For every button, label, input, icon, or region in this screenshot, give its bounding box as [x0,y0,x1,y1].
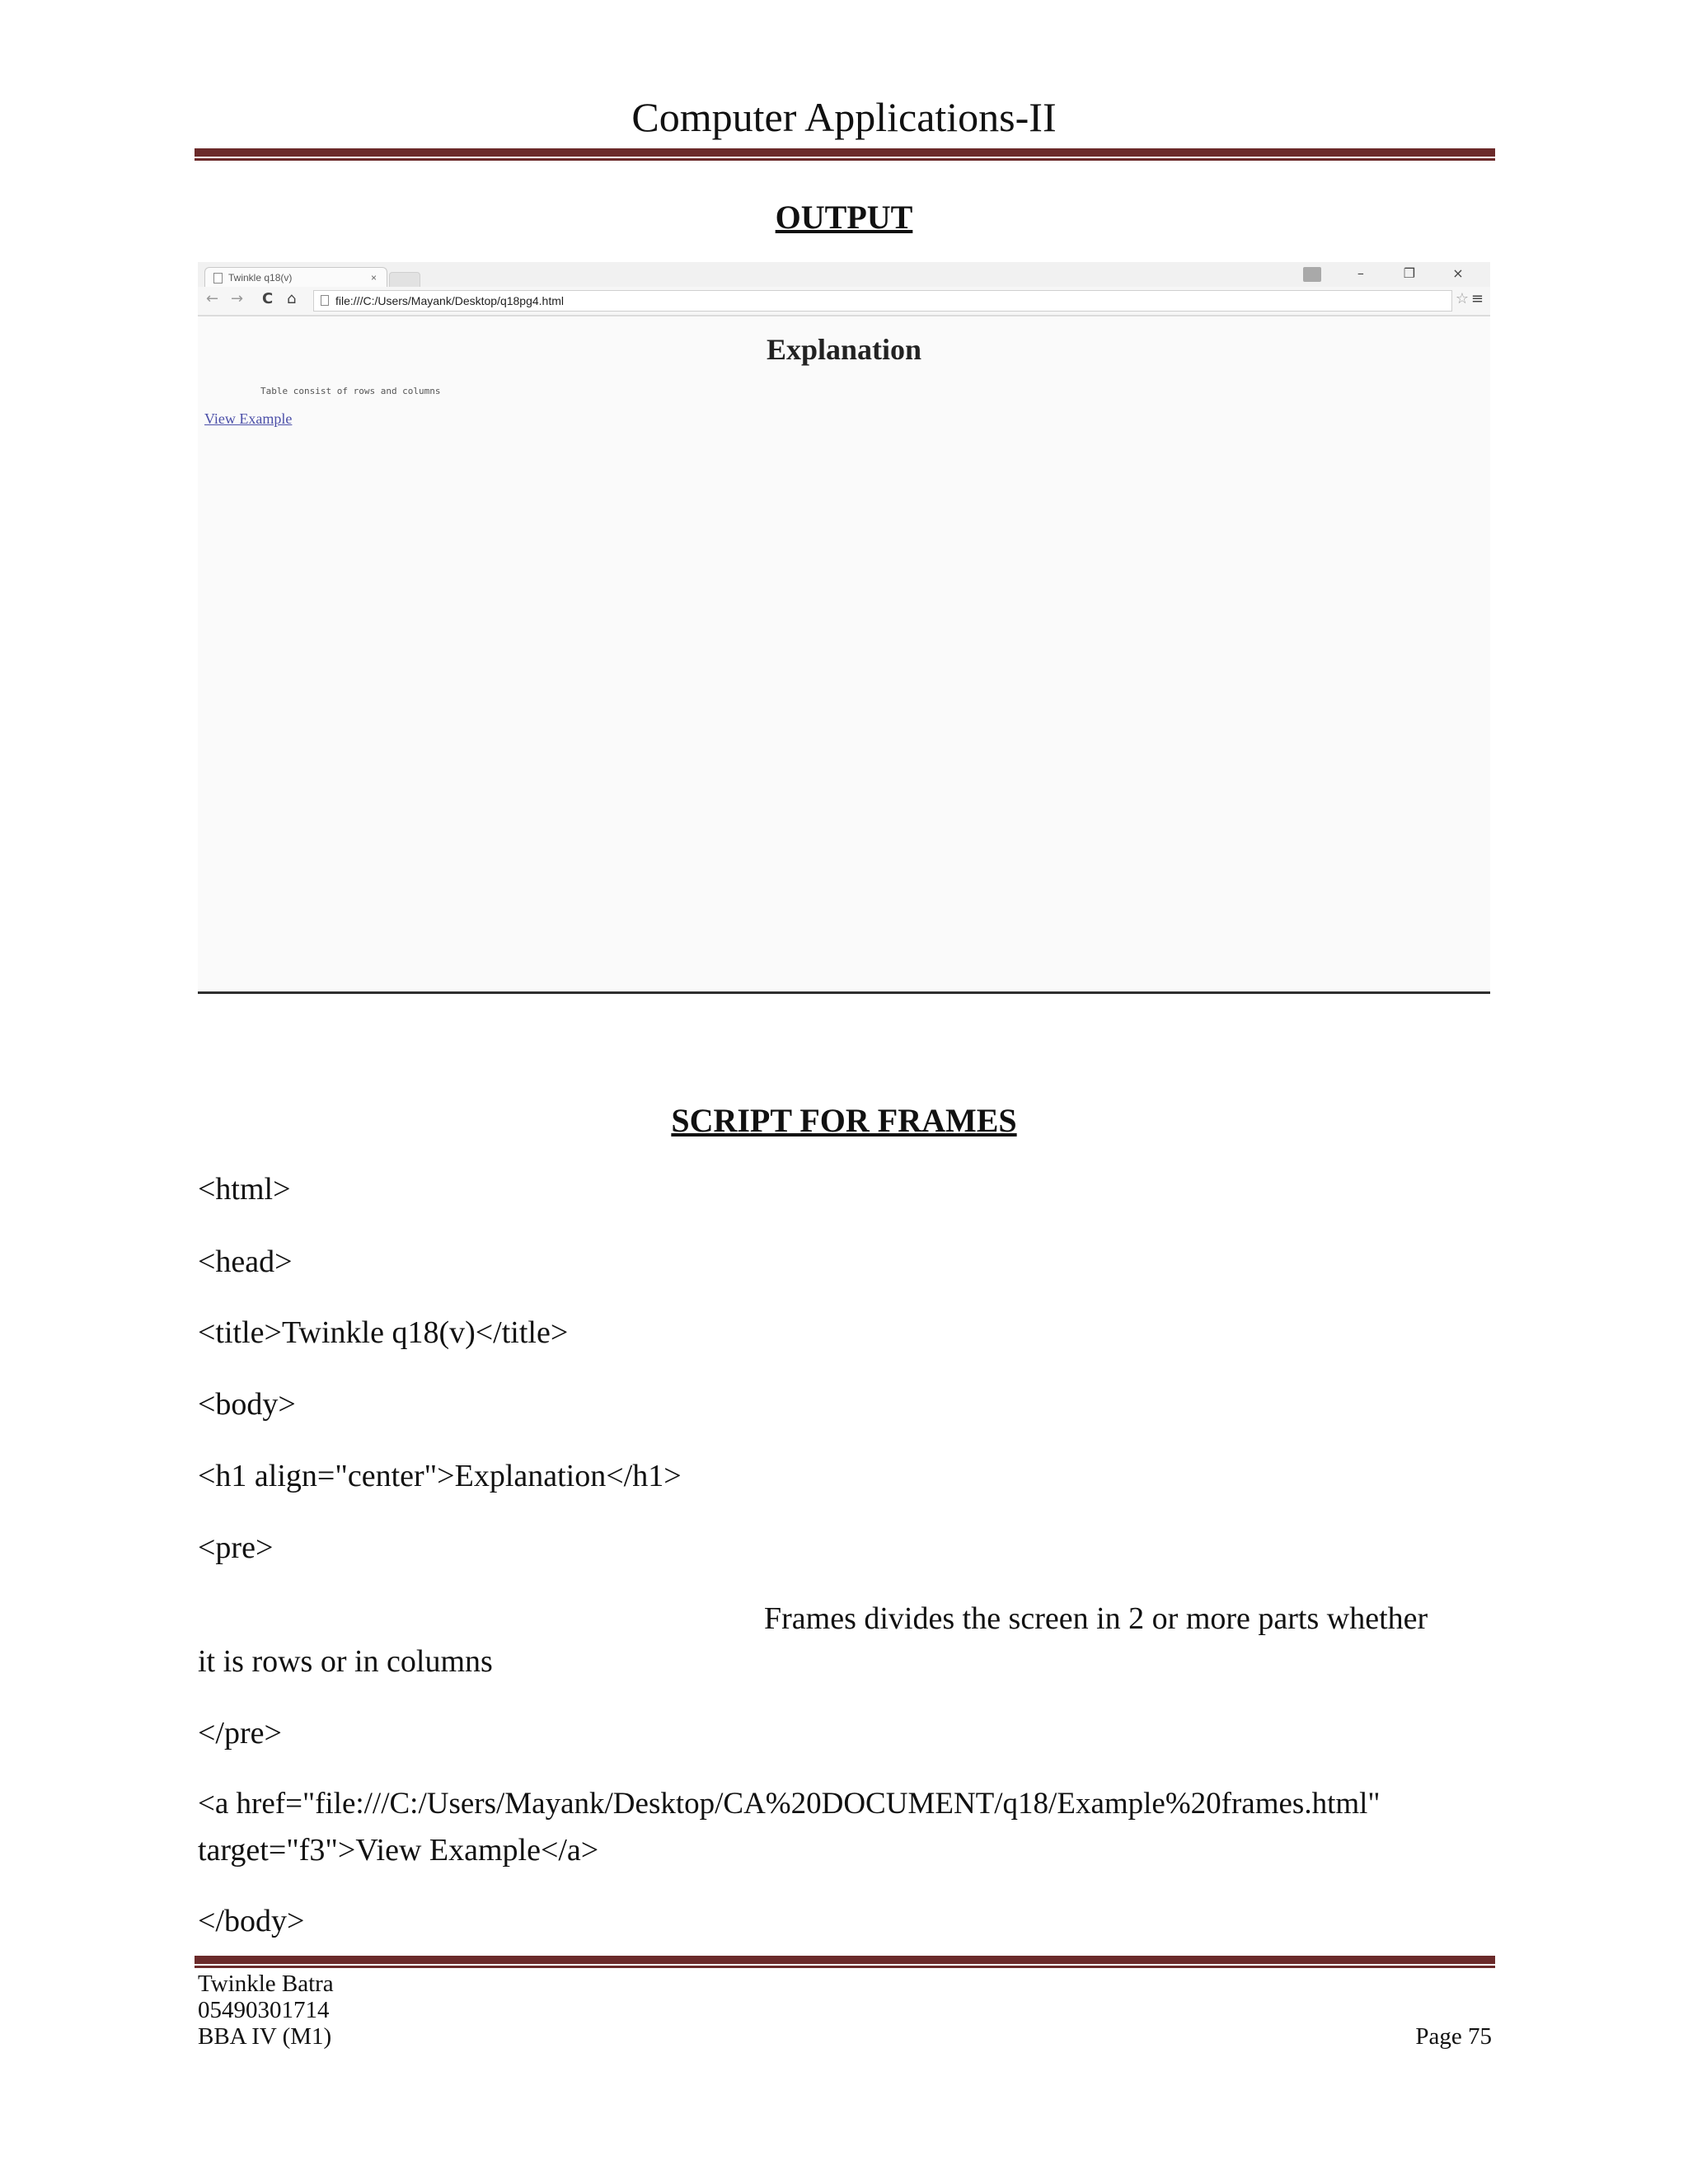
code-line: <a href="file:///C:/Users/Mayank/Desktop/CA%20DOCUMENT/q18/Example%20frames.html" [198,1787,1381,1821]
page-icon [321,295,329,306]
browser-screenshot [198,262,1490,996]
author-roll-number: 05490301714 [198,1997,330,2023]
author-class: BBA IV (M1) [198,2023,332,2050]
code-line: <body> [198,1387,296,1422]
address-url: file:///C:/Users/Mayank/Desktop/q18pg4.html [335,294,565,307]
footer-rule-thin [195,1966,1495,1968]
close-window-icon[interactable]: × [1452,265,1464,281]
code-line: <pre> [198,1530,274,1565]
script-heading: SCRIPT FOR FRAMES [671,1102,1017,1139]
view-example-link[interactable]: View Example [204,410,293,427]
page-heading: Explanation [766,333,922,366]
code-line: <h1 align="center">Explanation</h1> [198,1459,682,1493]
browser-toolbar [198,287,1490,316]
new-tab-button[interactable] [389,272,420,288]
forward-arrow-icon[interactable]: → [231,290,244,307]
browser-tabbar [198,262,1490,287]
page-icon [213,273,223,284]
bookmark-star-icon[interactable]: ☆ [1455,290,1469,307]
window-controls [1303,265,1480,285]
code-line: </body> [198,1904,305,1938]
header-rule-thick [195,148,1495,157]
page-number: Page 75 [1415,2023,1492,2050]
restore-icon[interactable]: ❐ [1403,265,1416,281]
code-line: it is rows or in columns [198,1644,493,1679]
code-line: <title>Twinkle q18(v)</title> [198,1315,569,1350]
minimize-icon[interactable]: – [1357,265,1364,281]
menu-icon[interactable]: ≡ [1470,290,1484,307]
code-line: </pre> [198,1716,282,1750]
browser-tab[interactable] [204,267,387,288]
address-bar[interactable] [313,290,1452,312]
output-heading: OUTPUT [775,199,913,236]
code-line: <head> [198,1244,293,1279]
author-name: Twinkle Batra [198,1971,334,1997]
home-icon[interactable]: ⌂ [287,290,297,307]
code-line: Frames divides the screen in 2 or more parts whether [764,1601,1428,1636]
user-icon[interactable] [1303,267,1321,282]
header-rule-thin [195,158,1495,161]
screenshot-bottom-line [198,991,1490,994]
page-pre-text: Table consist of rows and columns [260,386,441,396]
code-line: <html> [198,1172,291,1207]
code-line: target="f3">View Example</a> [198,1833,599,1868]
reload-icon[interactable]: C [262,290,274,307]
page-header-title: Computer Applications-II [631,94,1057,140]
back-arrow-icon[interactable]: ← [206,290,219,307]
tab-title: Twinkle q18(v) [228,272,293,284]
footer-rule-thick [195,1956,1495,1964]
footer-author [198,1971,334,2050]
close-icon[interactable]: × [370,272,377,284]
